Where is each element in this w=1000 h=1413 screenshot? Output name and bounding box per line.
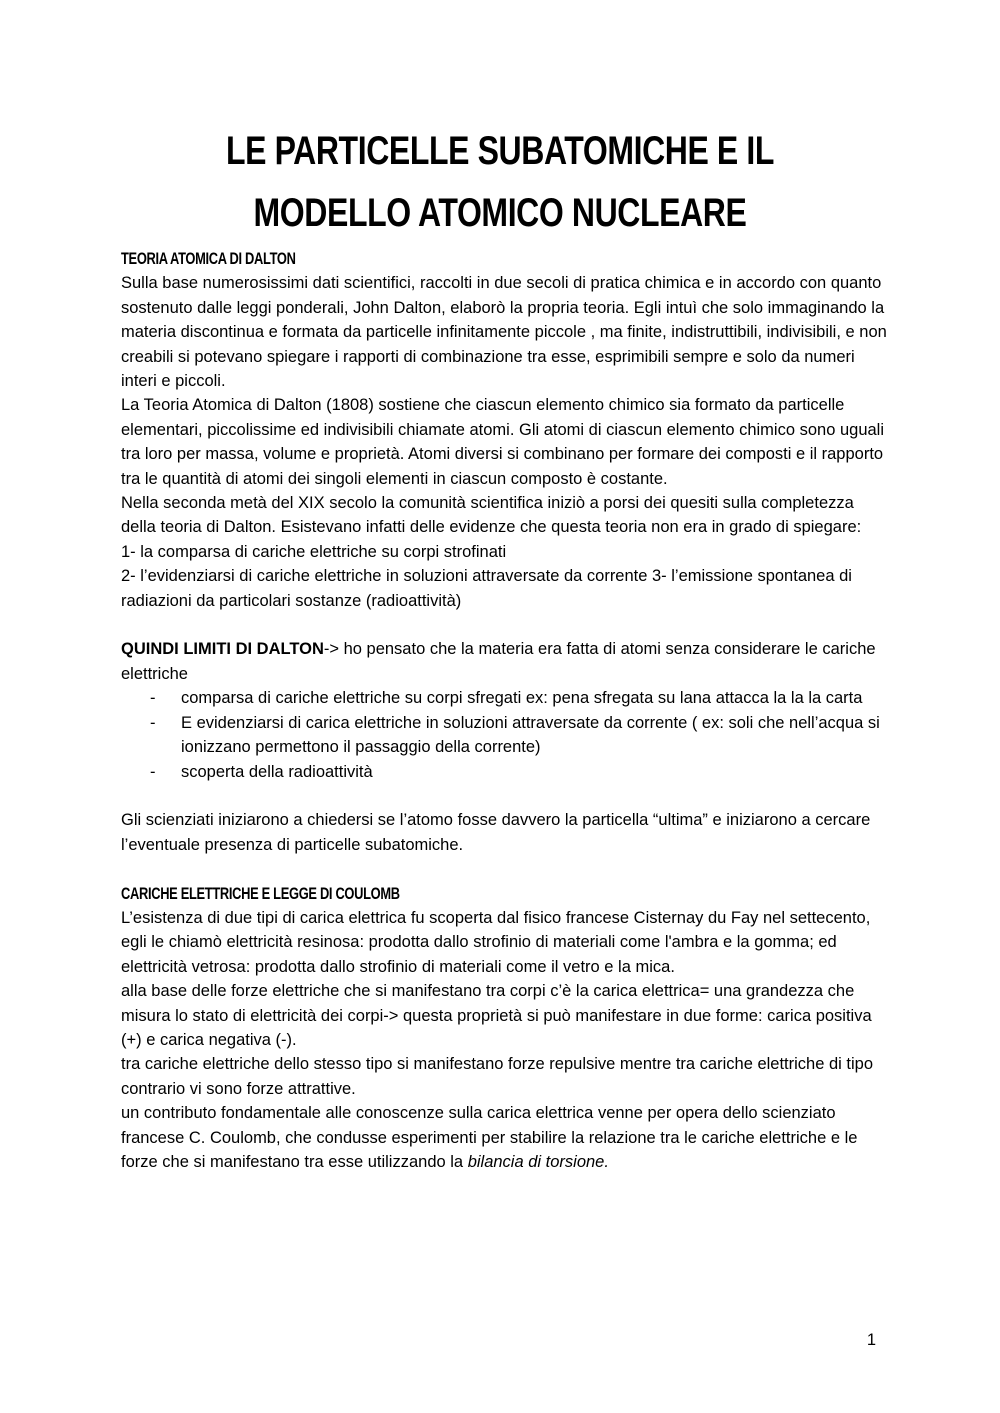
section-heading-wrapper	[121, 247, 891, 271]
spacer	[121, 857, 891, 881]
italic-term: bilancia di torsione.	[467, 1152, 609, 1171]
paragraph: L’esistenza di due tipi di carica elettrica fu scoperta dal fisico francese Cisternay du Fay nel settecento, egli le chiamò elettricità resinosa: prodotta dallo strofinio di materiali come l'ambra e la gomma; ed elettricità vetrosa: prodotta dallo strofinio di materiali come il vetro e la mica.	[121, 908, 871, 976]
paragraph: 1- la comparsa di cariche elettriche su corpi strofinati	[121, 542, 507, 561]
paragraph: La Teoria Atomica di Dalton (1808) sostiene che ciascun elemento chimico sia formato da particelle elementari, piccolissime ed indivisibili chiamate atomi. Gli atomi di ciascun elemento chimico sono uguali tra loro per massa, volume e proprietà. Atomi diversi si combinano per formare dei composti e il rapporto tra le quantità di atomi dei singoli elementi in ciascun composto è costante.	[121, 396, 885, 488]
paragraph: 2- l’evidenziarsi di cariche elettriche in soluzioni attraversate da corrente 3- l’emissione spontanea di radiazioni da particolari sostanze (radioattività)	[121, 567, 852, 610]
section-heading-dalton: TEORIA ATOMICA DI DALTON	[121, 250, 296, 268]
paragraph	[121, 1101, 891, 1174]
spacer	[121, 613, 891, 637]
page-number: 1	[866, 1331, 876, 1349]
list-item: - scoperta della radioattività	[181, 760, 891, 784]
limits-paragraph	[121, 637, 891, 686]
paragraph: Gli scienziati iniziarono a chiedersi se l’atomo fosse davvero la particella “ultima” e iniziarono a cercare l’eventuale presenza di particelle subatomiche.	[121, 811, 871, 854]
limits-text: -> ho pensato che la materia era fatta di atomi senza considerare le cariche elettriche	[121, 640, 876, 683]
limits-list	[121, 686, 891, 784]
paragraph: alla base delle forze elettriche che si manifestano tra corpi c’è la carica elettrica= una grandezza che misura lo stato di elettricità dei corpi-> questa proprietà si può manifestare in due forme: carica positiva (+) e carica negativa (-).	[121, 982, 872, 1049]
paragraph-text: un contributo fondamentale alle conoscenze sulla carica elettrica venne per opera dello scienziato francese C. Coulomb, che condusse esperimenti per stabilire la relazione tra le cariche elettriche e le forze che si manifestano tra esse utilizzando la	[121, 1104, 858, 1171]
paragraph: tra cariche elettriche dello stesso tipo si manifestano forze repulsive mentre tra cariche elettriche di tipo contrario vi sono forze attrattive.	[121, 1055, 874, 1098]
paragraph: Nella seconda metà del XIX secolo la comunità scientifica iniziò a porsi dei quesiti sulla completezza della teoria di Dalton. Esistevano infatti delle evidenze che questa teoria non era in grado di spiegare:	[121, 494, 862, 537]
spacer	[121, 784, 891, 808]
section-heading-wrapper	[121, 882, 891, 906]
list-item: - comparsa di cariche elettriche su corpi sfregati ex: pena sfregata su lana attacca la la la carta	[181, 686, 891, 710]
paragraph: Sulla base numerosissimi dati scientifici, raccolti in due secoli di pratica chimica e in accordo con quanto sostenuto dalle leggi ponderali, John Dalton, elaborò la propria teoria. Egli intuì che solo immaginando la materia discontinua e formata da particelle infinitamente piccole , ma finite, indistruttibili, indivisibili, e non creabili si potevano spiegare i rapporti di combinazione tra esse, esprimibili sempre e solo da numeri interi e piccoli.	[121, 274, 887, 391]
section-heading-coulomb: CARICHE ELETTRICHE E LEGGE DI COULOMB	[121, 884, 400, 903]
list-item: - E evidenziarsi di carica elettriche in soluzioni attraversate da corrente ( ex: soli che nell’acqua si ionizzano permettono il passaggio della corrente)	[181, 711, 891, 760]
document-body	[121, 247, 891, 1174]
limits-bold-label: QUINDI LIMITI DI DALTON	[121, 640, 324, 659]
page-title: LE PARTICELLE SUBATOMICHE E IL MODELLO ATOMICO NUCLEARE	[225, 129, 775, 235]
